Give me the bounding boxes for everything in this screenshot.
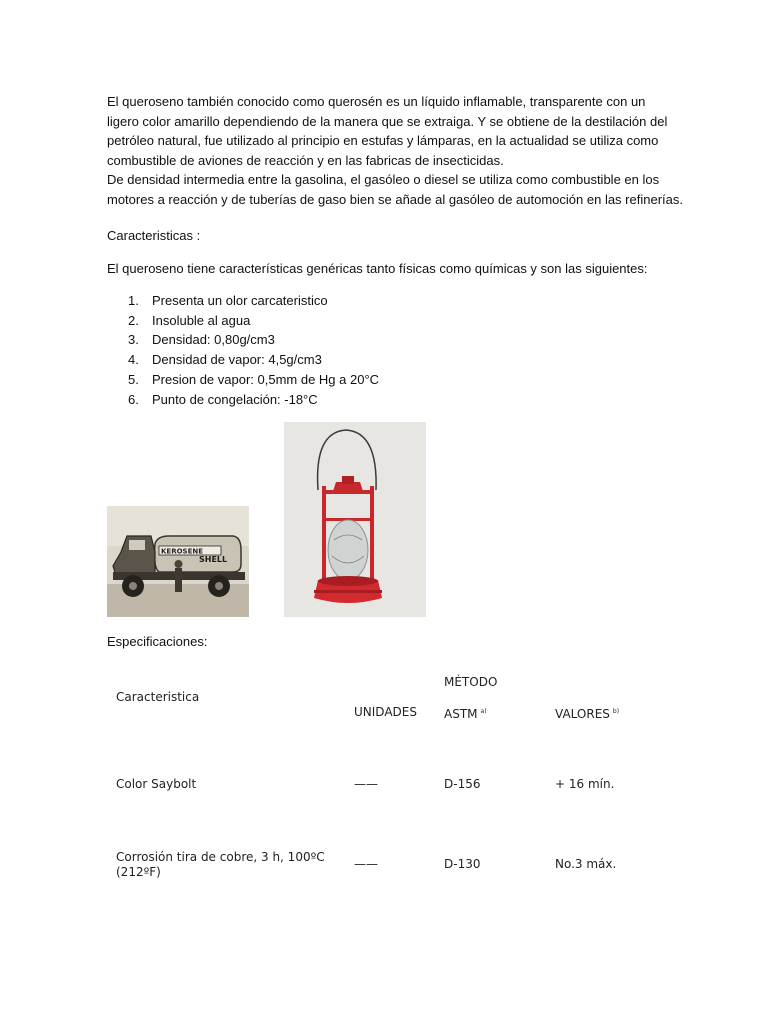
characteristics-intro: El queroseno tiene características genéricas tanto físicas como químicas y son las siguientes:	[107, 261, 648, 276]
row-unit: ——	[354, 857, 378, 871]
text-line: De densidad intermedia entre la gasolina, el gasóleo o diesel se utiliza como combustible en los	[107, 172, 660, 188]
list-text: Presion de vapor: 0,5mm de Hg a 20°C	[152, 371, 380, 387]
lantern-photo	[284, 422, 426, 617]
intro-paragraph	[107, 92, 687, 210]
list-item	[128, 330, 379, 350]
truck-illustration	[107, 506, 249, 617]
list-number: 4.	[128, 352, 139, 368]
header-astm	[444, 704, 487, 722]
truck-photo	[107, 506, 249, 617]
list-number: 2.	[128, 312, 139, 328]
valores-footnote: b)	[612, 708, 620, 715]
row-method: D-156	[444, 777, 481, 791]
list-item	[128, 390, 379, 410]
text-line: petróleo natural, fue utilizado al principio en estufas y lámparas, en la actualidad se utiliza como	[107, 133, 659, 149]
list-number: 5.	[128, 371, 139, 387]
row-value: No.3 máx.	[555, 857, 617, 871]
row-name: Corrosión tira de cobre, 3 h, 100ºC	[116, 850, 325, 864]
text-line: ligero color amarillo dependiendo de la manera que se extraiga. Y se obtiene de la destilación del	[107, 113, 668, 129]
list-item	[128, 370, 379, 390]
list-text: Densidad de vapor: 4,5g/cm3	[152, 352, 322, 368]
list-item	[128, 311, 379, 331]
header-caracteristica: Caracteristica	[116, 690, 200, 704]
row-value: + 16 mín.	[555, 777, 615, 791]
tank-lettering: KEROSENE	[161, 547, 204, 556]
header-unidades: UNIDADES	[354, 705, 417, 719]
text-line: combustible de aviones de reacción y en las fabricas de insecticidas.	[107, 152, 504, 168]
characteristics-list	[128, 291, 379, 409]
row-method: D-130	[444, 857, 481, 871]
list-item	[128, 350, 379, 370]
row-name: Color Saybolt	[116, 777, 197, 791]
valores-label: VALORES	[555, 707, 610, 721]
list-number: 1.	[128, 293, 139, 308]
list-text: Densidad: 0,80g/cm3	[152, 332, 275, 348]
brand-lettering: SHELL	[199, 555, 228, 564]
list-text: Punto de congelación: -18°C	[152, 391, 318, 407]
list-text: Presenta un olor carcateristico	[152, 293, 328, 308]
list-item	[128, 291, 379, 311]
header-metodo: MÉTODO	[444, 675, 498, 689]
header-valores	[555, 704, 619, 722]
astm-footnote: a)	[480, 708, 487, 715]
lantern-illustration	[284, 422, 426, 617]
specifications-heading: Especificaciones:	[107, 634, 208, 649]
text-line: El queroseno también conocido como querosén es un líquido inflamable, transparente con un	[107, 94, 646, 109]
text-line: motores a reacción y de tuberías de gaso bien se añade al gasóleo de automoción en las refinerías.	[107, 191, 683, 207]
row-unit: ——	[354, 777, 378, 791]
characteristics-heading: Caracteristicas :	[107, 228, 201, 243]
list-text: Insoluble al agua	[152, 312, 251, 328]
list-number: 3.	[128, 332, 139, 348]
row-name-continued: (212ºF)	[116, 865, 161, 879]
list-number: 6.	[128, 391, 139, 407]
astm-label: ASTM	[444, 707, 478, 721]
